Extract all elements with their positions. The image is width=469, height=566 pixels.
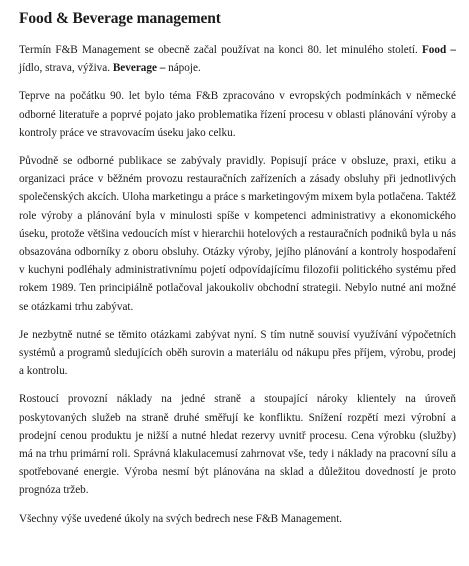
term-food: Food – xyxy=(421,44,456,56)
document-title: Food & Beverage management xyxy=(19,10,221,27)
paragraph-costs: Rostoucí provozní náklady na jedné straně a stoupající nároky klientely na úroveň poskytovaných služeb na straně druhé směřují ke konfliktu. Snížení rozpětí mezi výrobní a prodejní cenou produktu je nižší a nutné hledat rezervy uvnitř procesu. Cena výrobku (služby) má na trhu primární roli. Správná klakulacemusí zahrnovat vše, tedy i náklady na pracovní sílu a spotřebované energie. Výroba nesmí být plánována na sklad a důležitou dovedností je proto prognóza tržeb. xyxy=(19,393,456,497)
intro-text-middle: jídlo, strava, výživa. xyxy=(19,62,113,75)
paragraph-necessity: Je nezbytně nutné se těmito otázkami zabývat nyní. S tím nutně souvisí využívání výpočetních systémů a programů sledujících oběh surovin a materiálu od nákupu přes příjem, výrobu, prodej a kontrolu. xyxy=(19,328,456,378)
term-beverage: Beverage – xyxy=(112,62,166,75)
paragraph-intro xyxy=(19,41,456,77)
paragraph-history: Teprve na počátku 90. let bylo téma F&B zpracováno v evropských podmínkách v německé odborné literatuře a poprvé pojato jako problematika řízení procesu v oblasti plánování výroby a kontroly práce ve stravovacím úseku jako celku. xyxy=(19,90,456,139)
paragraph-summary: Všechny výše uvedené úkoly na svých bedrech nese F&B Management. xyxy=(19,512,343,525)
paragraph-original-publications: Původně se odborné publikace se zabývaly pravidly. Popisují práce v obsluze, praxi, etiku a organizaci práce v běžném provozu restauračních zařízeních a zásady obsluhy při jednotlivých společenských akcích. Uloha marketingu a práce s marketingovým mixem byla potlačena. Taktéž role výroby a plánování byla v minulosti spíše v kompetenci administrativy a ekonomického úseku, protože většina vedoucích míst v hierarchii hotelových a restauračních podniků byla u nás obsazována odborníky z oboru obsluhy. Otázky výroby, jejího plánování a kontroly hospodaření v kuchyni podléhaly administrativnímu pojetí odpovídajícímu filozofii politického systému před rokem 1989. Ten principiálně potlačoval jakoukoliv obchodní strategii. Nebylo nutné ani možné se otázkami trhu zabývat. xyxy=(19,155,456,313)
intro-text-end: nápoje. xyxy=(165,62,201,75)
intro-text-start: Termín F&B Management se obecně začal používat na konci 80. let minulého století. xyxy=(19,44,422,56)
